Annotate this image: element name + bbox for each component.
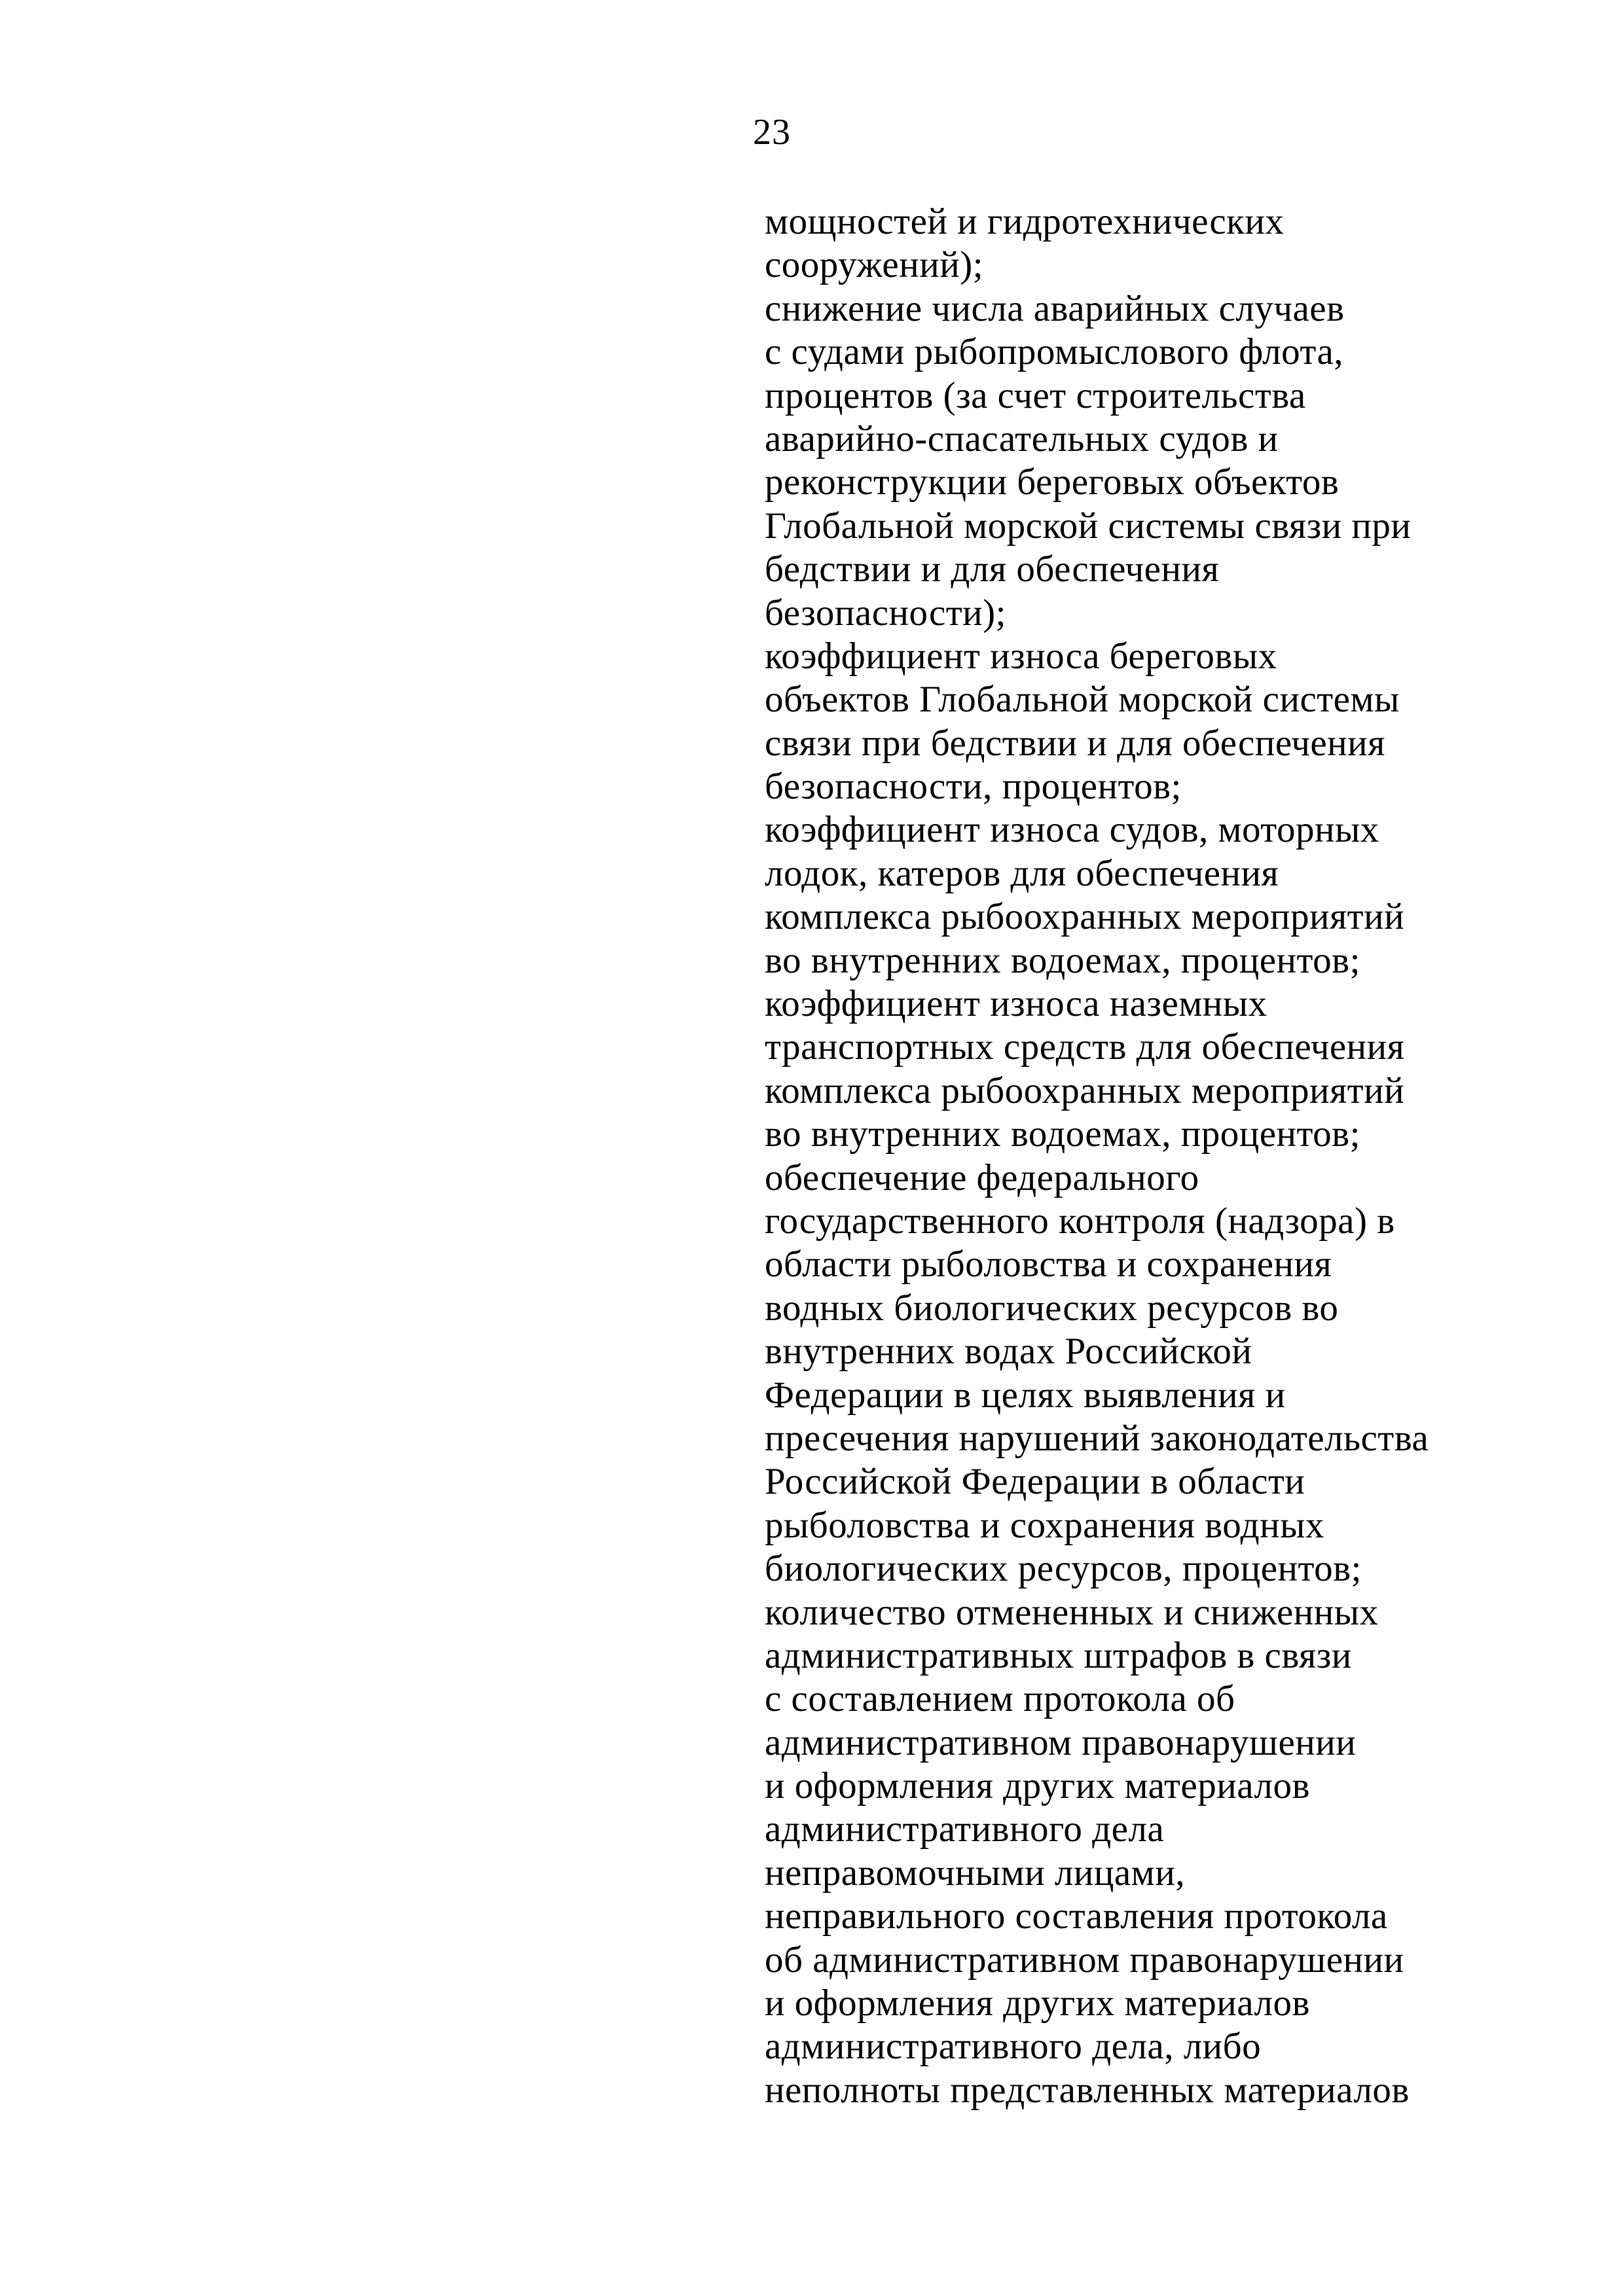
text-line: коэффициент износа судов, моторных [765,809,1379,851]
text-line: безопасности, процентов; [765,766,1182,808]
text-line: водных биологических ресурсов во [765,1287,1339,1329]
text-line: коэффициент износа береговых [765,635,1277,677]
text-line: лодок, катеров для обеспечения [765,852,1279,894]
text-line: внутренних водах Российской [765,1331,1252,1372]
text-line: комплекса рыбоохранных мероприятий [765,1069,1405,1111]
text-line: во внутренних водоемах, процентов; [765,1113,1360,1155]
text-line: мощностей и гидротехнических [765,201,1285,242]
text-line: и оформления других материалов [765,1982,1310,2024]
text-line: Российской Федерации в области [765,1461,1305,1503]
text-line: пресечения нарушений законодательства [765,1417,1429,1459]
text-line: административных штрафов в связи [765,1634,1352,1676]
text-line: Федерации в целях выявления и [765,1374,1286,1416]
text-line: транспортных средств для обеспечения [765,1026,1405,1068]
text-line: административного дела [765,1808,1165,1850]
text-line: государственного контроля (надзора) в [765,1200,1395,1242]
text-line: комплекса рыбоохранных мероприятий [765,896,1405,938]
text-line: биологических ресурсов, процентов; [765,1548,1362,1590]
text-line: рыболовства и сохранения водных [765,1504,1324,1546]
text-line: аварийно-спасательных судов и [765,418,1279,459]
page-number: 23 [753,112,791,152]
text-line: реконструкции береговых объектов [765,461,1340,503]
text-line: обеспечение федерального [765,1157,1199,1198]
text-line: сооружений); [765,244,984,286]
text-line: об административном правонарушении [765,1939,1404,1981]
text-line: коэффициент износа наземных [765,983,1267,1025]
text-line: количество отмененных и сниженных [765,1591,1379,1633]
text-line: административном правонарушении [765,1721,1357,1763]
text-line: бедствии и для обеспечения [765,548,1220,590]
body-text-column [765,200,1590,2112]
text-line: с составлением протокола об [765,1678,1235,1720]
text-line: безопасности); [765,592,1006,634]
text-line: с судами рыбопромыслового флота, [765,331,1344,373]
text-line: области рыболовства и сохранения [765,1244,1332,1285]
text-line: административного дела, либо [765,2026,1262,2068]
text-line: объектов Глобальной морской системы [765,679,1400,721]
text-line: неправильного составления протокола [765,1895,1388,1937]
text-line: неправомочными лицами, [765,1852,1186,1893]
text-line: во внутренних водоемах, процентов; [765,939,1360,981]
text-line: Глобальной морской системы связи при [765,505,1412,547]
text-line: снижение числа аварийных случаев [765,287,1345,329]
text-line: процентов (за счет строительства [765,374,1306,416]
text-line: и оформления других материалов [765,1765,1310,1807]
text-line: неполноты представленных материалов [765,2069,1410,2111]
text-line: связи при бедствии и для обеспечения [765,722,1385,764]
